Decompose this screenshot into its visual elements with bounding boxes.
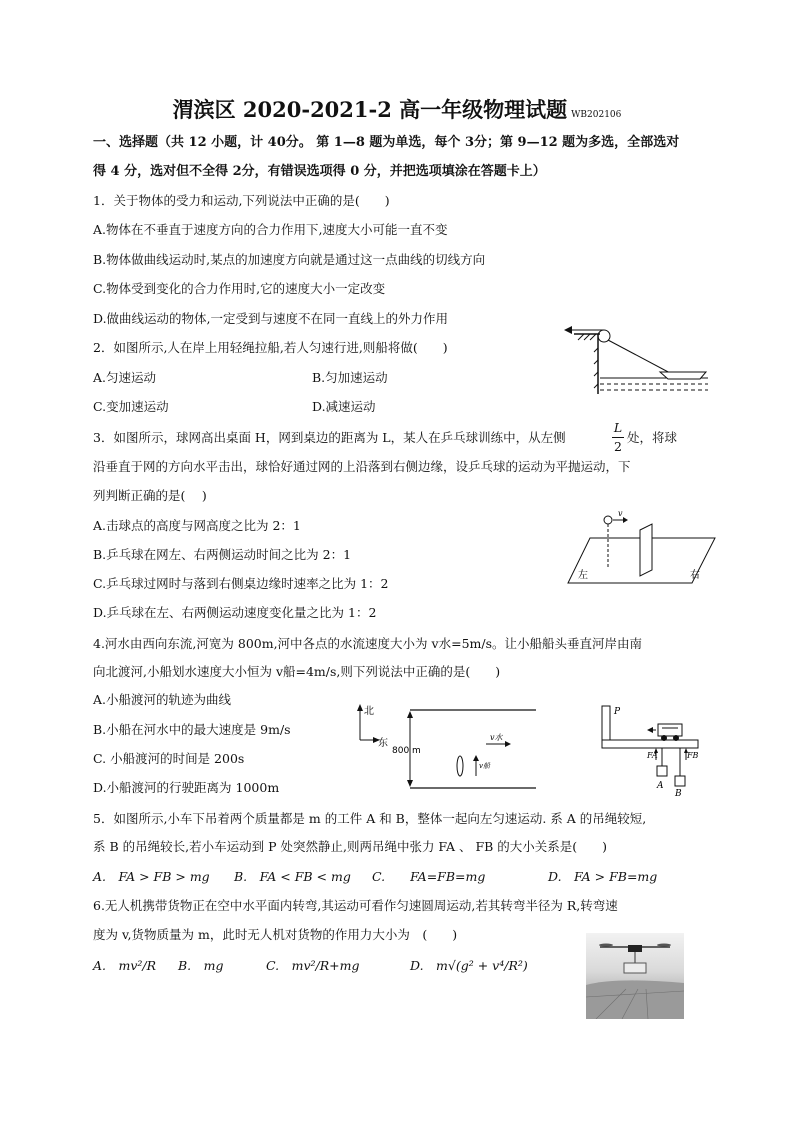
- q3-figure-left-label: 左: [578, 570, 588, 581]
- q5-option-b: B. FA < FB < mg: [234, 869, 351, 884]
- q4-figure-river: [348, 700, 538, 810]
- section-instructions-line2: 得 4 分，选对但不全得 2分，有错误选项得 0 分，并把选项填涂在答题卡上）: [93, 164, 546, 179]
- q5-stem-line1: 5．如图所示,小车下吊着两个质量都是 m 的工件 A 和 B，整体一起向左匀速运动. 系 A 的吊绳较短,: [93, 811, 647, 826]
- q6-option-a: A. mv²/R: [93, 958, 157, 973]
- q3-fraction-bar: [612, 437, 624, 438]
- q3-figure-table-net: [560, 508, 720, 588]
- q6-stem-line1: 6.无人机携带货物正在空中水平面内转弯,其运动可看作匀速圆周运动,若其转弯半径为 R,转弯速: [93, 898, 618, 913]
- q3-stem-line3: 列判断正确的是( ): [93, 488, 207, 503]
- q5-option-a: A. FA > FB > mg: [93, 869, 210, 884]
- q5-figure-b-label: B: [675, 789, 682, 798]
- q2-option-c: C.变加速运动: [93, 399, 169, 414]
- page-title: 渭滨区 2020-2021-2 高一年级物理试题 WB202106: [172, 97, 622, 122]
- q3-option-a: A.击球点的高度与网高度之比为 2：1: [93, 518, 301, 533]
- q2-figure-boat-rope: [560, 322, 710, 402]
- q4-stem-line1: 4.河水由西向东流,河宽为 800m,河中各点的水流速度大小为 v水=5m/s。让小船船头垂直河岸由南: [93, 636, 643, 651]
- q1-option-a: A.物体在不垂直于速度方向的合力作用下,速度大小可能一直不变: [93, 222, 448, 237]
- q6-option-d: D. m√(g² + v⁴/R²): [410, 958, 528, 973]
- q5-stem-line2: 系 B 的吊绳较长,若小车运动到 P 处突然静止,则两吊绳中张力 FA 、 FB 的大小关系是( ): [93, 839, 608, 854]
- q3-fraction-numerator: L: [613, 420, 623, 435]
- q5-option-c: C. FA=FB=mg: [372, 869, 486, 884]
- q3-stem-part-b: 处，将球: [627, 430, 678, 445]
- q4-figure-east-label: 东: [378, 738, 388, 749]
- q5-figure-fb-label: FB: [687, 751, 699, 760]
- q2-option-a: A.匀速运动: [93, 370, 157, 385]
- q3-stem-part-a: 3．如图所示，球网高出桌面 H，网到桌边的距离为 L，某人在乒乓球训练中，从左侧: [93, 430, 566, 445]
- q5-figure-p-label: P: [614, 707, 621, 717]
- q5-figure-fa-label: FA: [647, 751, 658, 760]
- q2-option-b: B.匀加速运动: [312, 370, 388, 385]
- q4-option-c: C. 小船渡河的时间是 200s: [93, 751, 245, 766]
- q1-option-b: B.物体做曲线运动时,某点的加速度方向就是通过这一点曲线的切线方向: [93, 252, 486, 267]
- q4-option-b: B.小船在河水中的最大速度是 9m/s: [93, 722, 291, 737]
- q4-stem-line2: 向北渡河,小船划水速度大小恒为 v船=4m/s,则下列说法中正确的是( ): [93, 664, 501, 679]
- q2-option-d: D.减速运动: [312, 399, 376, 414]
- q1-option-d: D.做曲线运动的物体,一定受到与速度不在同一直线上的外力作用: [93, 311, 449, 326]
- q5-figure-a-label: A: [657, 781, 664, 791]
- q3-stem-line2: 沿垂直于网的方向水平击出，球恰好通过网的上沿落到右侧边缘，设乒乓球的运动为平抛运动，下: [93, 459, 631, 474]
- q4-figure-vwater-label: v水: [490, 733, 503, 742]
- section-instructions-line1: 一、选择题（共 12 小题，计 40分。 第 1—8 题为单选，每个 3分；第 9—12 题为多选，全部选对: [93, 135, 680, 150]
- q1-option-c: C.物体受到变化的合力作用时,它的速度大小一定改变: [93, 281, 386, 296]
- q5-figure-cart-loads: [596, 700, 700, 798]
- q6-stem-line2: 度为 v,货物质量为 m，此时无人机对货物的作用力大小为 ( ): [93, 927, 458, 942]
- q6-drone-photo: [586, 933, 684, 1019]
- doc-code: WB202106: [571, 110, 622, 120]
- q4-option-a: A.小船渡河的轨迹为曲线: [93, 692, 232, 707]
- q4-figure-width-label: 800 m: [392, 746, 421, 756]
- q5-option-d: D. FA > FB=mg: [548, 869, 658, 884]
- q3-figure-v-label: v: [618, 509, 623, 518]
- q4-figure-north-label: 北: [364, 706, 374, 717]
- q4-figure-vboat-label: v船: [479, 762, 490, 770]
- q3-option-b: B.乒乓球在网左、右两侧运动时间之比为 2：1: [93, 547, 352, 562]
- q3-fraction-denominator: 2: [614, 439, 622, 454]
- q3-figure-right-label: 右: [690, 570, 700, 581]
- q2-stem: 2．如图所示,人在岸上用轻绳拉船,若人匀速行进,则船将做( ): [93, 340, 448, 355]
- q3-option-d: D.乒乓球在左、右两侧运动速度变化量之比为 1：2: [93, 605, 377, 620]
- q6-option-c: C. mv²/R+mg: [266, 958, 360, 973]
- q4-option-d: D.小船渡河的行驶距离为 1000m: [93, 780, 280, 795]
- q6-option-b: B. mg: [178, 958, 224, 973]
- q3-option-c: C.乒乓球过网时与落到右侧桌边缘时速率之比为 1：2: [93, 576, 389, 591]
- q1-stem: 1．关于物体的受力和运动,下列说法中正确的是( ): [93, 193, 390, 208]
